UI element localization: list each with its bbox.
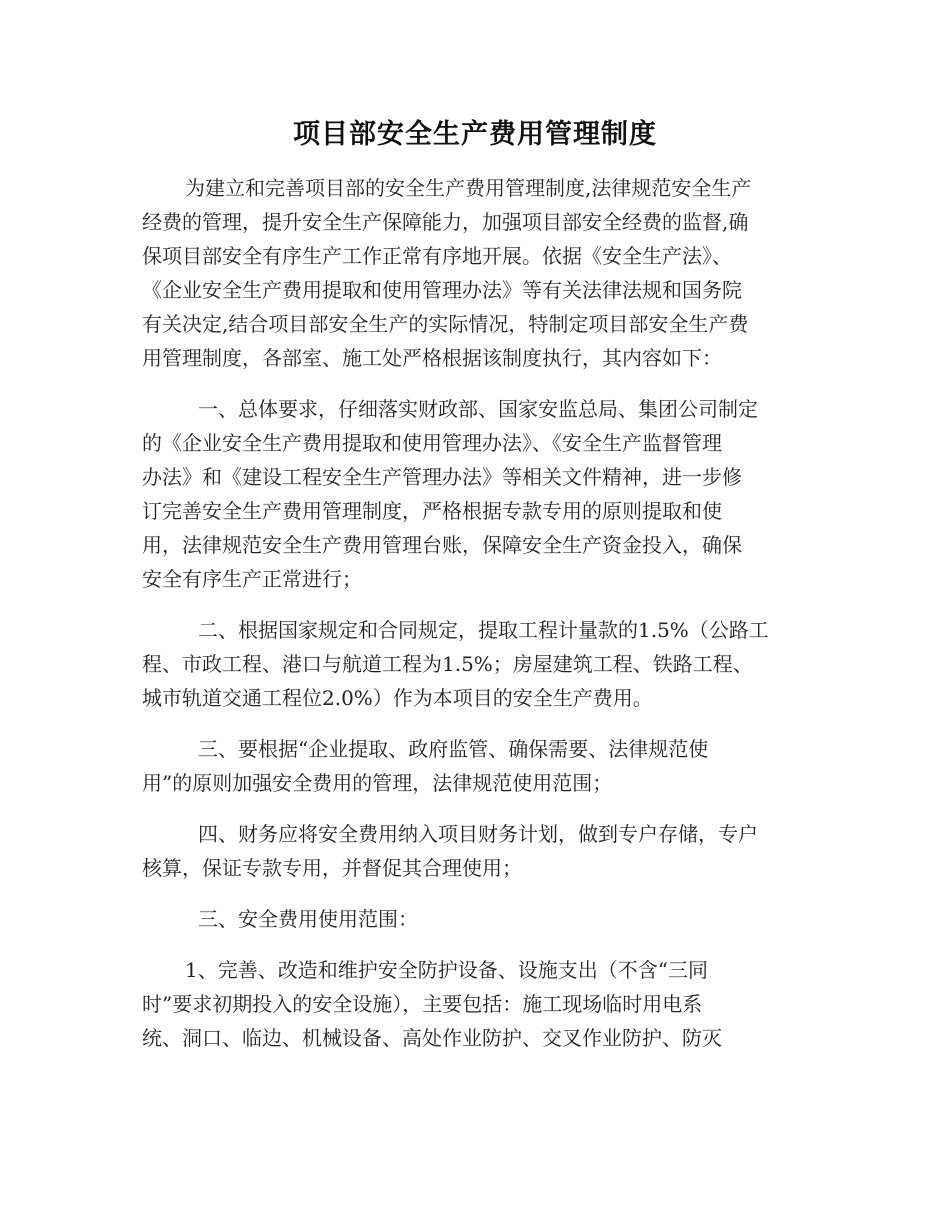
paragraph-line: 三、安全费用使用范围： bbox=[198, 907, 418, 931]
paragraph-line: 程、市政工程、港口与航道工程为1.5%；房屋建筑工程、铁路工程、 bbox=[142, 652, 753, 676]
paragraph-line: 一、总体要求，仔细落实财政部、国家安监总局、集团公司制定 bbox=[198, 397, 758, 421]
paragraph-line: 四、财务应将安全费用纳入项目财务计划，做到专户存储，专户 bbox=[198, 822, 758, 846]
document-title: 项目部安全生产费用管理制度 bbox=[293, 119, 657, 150]
paragraph-line: 《企业安全生产费用提取和使用管理办法》等有关法律法规和国务院 bbox=[142, 278, 742, 302]
paragraph-line: 为建立和完善项目部的安全生产费用管理制度,法律规范安全生产 bbox=[185, 176, 752, 200]
paragraph-line: 用管理制度，各部室、施工处严格根据该制度执行，其内容如下： bbox=[142, 346, 722, 370]
paragraph-line: 三、要根据“企业提取、政府监管、确保需要、法律规范使 bbox=[198, 737, 709, 761]
paragraph-line: 的《企业安全生产费用提取和使用管理办法》、《安全生产监督管理 bbox=[142, 431, 722, 455]
paragraph-line: 办法》和《建设工程安全生产管理办法》等相关文件精神，进一步修 bbox=[142, 465, 742, 489]
paragraph-line: 用，法律规范安全生产费用管理台账，保障安全生产资金投入，确保 bbox=[142, 533, 742, 557]
paragraph-line: 订完善安全生产费用管理制度，严格根据专款专用的原则提取和使 bbox=[142, 499, 722, 523]
paragraph-line: 核算，保证专款专用，并督促其合理使用； bbox=[142, 856, 522, 880]
paragraph-line: 二、根据国家规定和合同规定，提取工程计量款的1.5%（公路工 bbox=[198, 618, 769, 642]
paragraph-line: 有关决定,结合项目部安全生产的实际情况，特制定项目部安全生产费 bbox=[142, 312, 749, 336]
paragraph-line: 用”的原则加强安全费用的管理，法律规范使用范围； bbox=[142, 771, 613, 795]
paragraph-line: 城市轨道交通工程位2.0%）作为本项目的安全生产费用。 bbox=[142, 686, 653, 710]
paragraph-line: 安全有序生产正常进行； bbox=[142, 567, 362, 591]
paragraph-line: 1、完善、改造和维护安全防护设备、设施支出（不含“三同 bbox=[185, 958, 708, 982]
paragraph-line: 经费的管理，提升安全生产保障能力，加强项目部安全经费的监督,确 bbox=[142, 210, 749, 234]
paragraph-line: 保项目部安全有序生产工作正常有序地开展。依据《安全生产法》、 bbox=[142, 244, 732, 268]
paragraph-line: 统、洞口、临边、机械设备、高处作业防护、交叉作业防护、防灭 bbox=[142, 1026, 722, 1050]
paragraph-line: 时”要求初期投入的安全设施），主要包括：施工现场临时用电系 bbox=[142, 992, 703, 1016]
